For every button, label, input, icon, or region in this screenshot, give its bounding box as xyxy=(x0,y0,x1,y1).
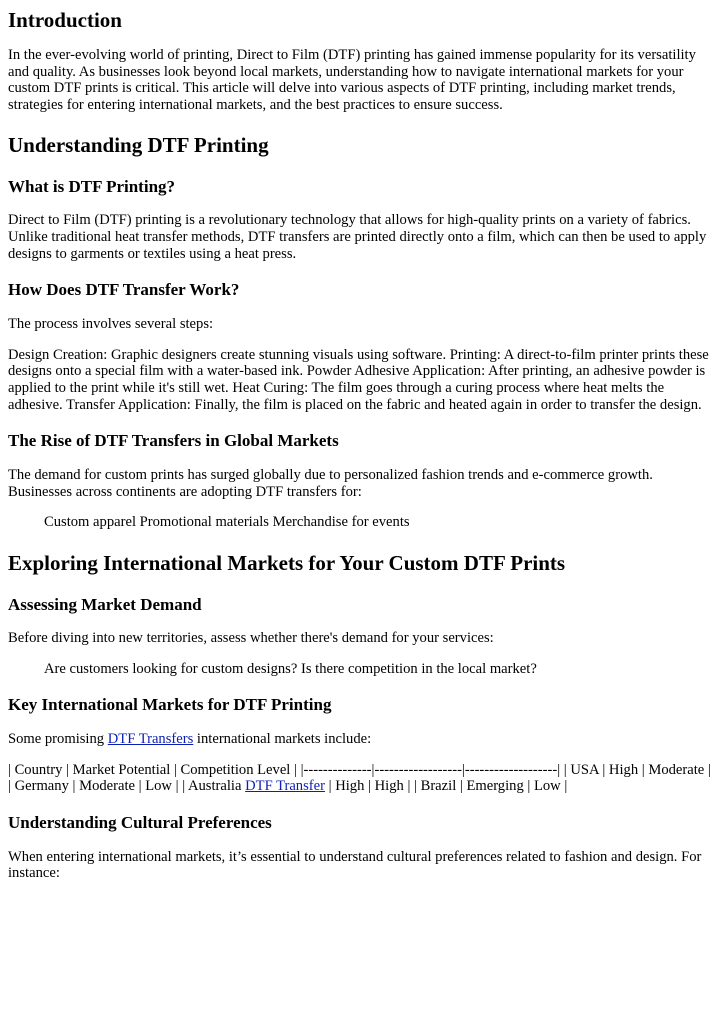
what-is-dtf-heading: What is DTF Printing? xyxy=(8,177,176,197)
dtf-transfer-link[interactable]: DTF Transfer xyxy=(245,778,325,795)
markets-table-text xyxy=(8,762,712,795)
how-dtf-works-heading: How Does DTF Transfer Work? xyxy=(8,280,240,300)
document-page xyxy=(0,8,720,882)
assessing-demand-paragraph: Before diving into new territories, assess whether there's demand for your services: xyxy=(8,629,494,646)
rise-of-dtf-list: Custom apparel Promotional materials Merchandise for events xyxy=(44,514,410,531)
assessing-demand-heading: Assessing Market Demand xyxy=(8,594,202,614)
key-markets-paragraph xyxy=(8,731,712,748)
markets-table-text-after: | High | High | | Brazil | Emerging | Low | xyxy=(324,778,568,795)
key-markets-text-after: international markets include: xyxy=(193,731,372,748)
cultural-preferences-paragraph: When entering international markets, it’s essential to understand cultural preferences related to fashion and design. For instance: xyxy=(8,848,702,882)
assessing-demand-list: Are customers looking for custom designs? Is there competition in the local market? xyxy=(44,660,537,677)
introduction-paragraph: In the ever-evolving world of printing, Direct to Film (DTF) printing has gained immense popularity for its versatility and quality. As businesses look beyond local markets, understanding how to navigate international markets for your custom DTF prints is critical. This article will delve into various aspects of DTF printing, including market trends, strategies for entering international markets, and the best practices to ensure success. xyxy=(8,47,696,113)
understanding-dtf-heading: Understanding DTF Printing xyxy=(8,133,269,158)
introduction-heading: Introduction xyxy=(8,8,122,32)
cultural-preferences-heading: Understanding Cultural Preferences xyxy=(8,812,272,832)
how-dtf-works-steps: Design Creation: Graphic designers create stunning visuals using software. Printing: A direct-to-film printer prints these designs onto a special film with a water-based ink. Powder Adhesive Application: After printing, an adhesive powder is applied to the print while it's still wet. Heat Curing: The film goes through a curing process where heat melts the adhesive. Transfer Application: Finally, the film is placed on the fabric and heated again in order to transfer the design. xyxy=(8,346,709,413)
exploring-markets-heading: Exploring International Markets for Your Custom DTF Prints xyxy=(8,550,566,575)
rise-of-dtf-heading: The Rise of DTF Transfers in Global Markets xyxy=(8,431,339,451)
key-markets-heading: Key International Markets for DTF Printing xyxy=(8,695,332,715)
what-is-dtf-paragraph: Direct to Film (DTF) printing is a revolutionary technology that allows for high-quality prints on a variety of fabrics. Unlike traditional heat transfer methods, DTF transfers are printed directly onto a film, which can then be used to apply designs to garments or textiles using a heat press. xyxy=(8,212,707,262)
key-markets-text-before: Some promising xyxy=(8,731,108,748)
rise-of-dtf-paragraph: The demand for custom prints has surged globally due to personalized fashion trends and e-commerce growth. Businesses across continents are adopting DTF transfers for: xyxy=(8,467,653,500)
markets-table-text-before: | Country | Market Potential | Competition Level | |--------------|------------------|-------------------| | USA | High | Moderate | | Germany | Moderate | Low | | Australia xyxy=(8,761,711,795)
how-dtf-works-intro: The process involves several steps: xyxy=(8,316,214,333)
dtf-transfers-link[interactable]: DTF Transfers xyxy=(107,731,194,748)
